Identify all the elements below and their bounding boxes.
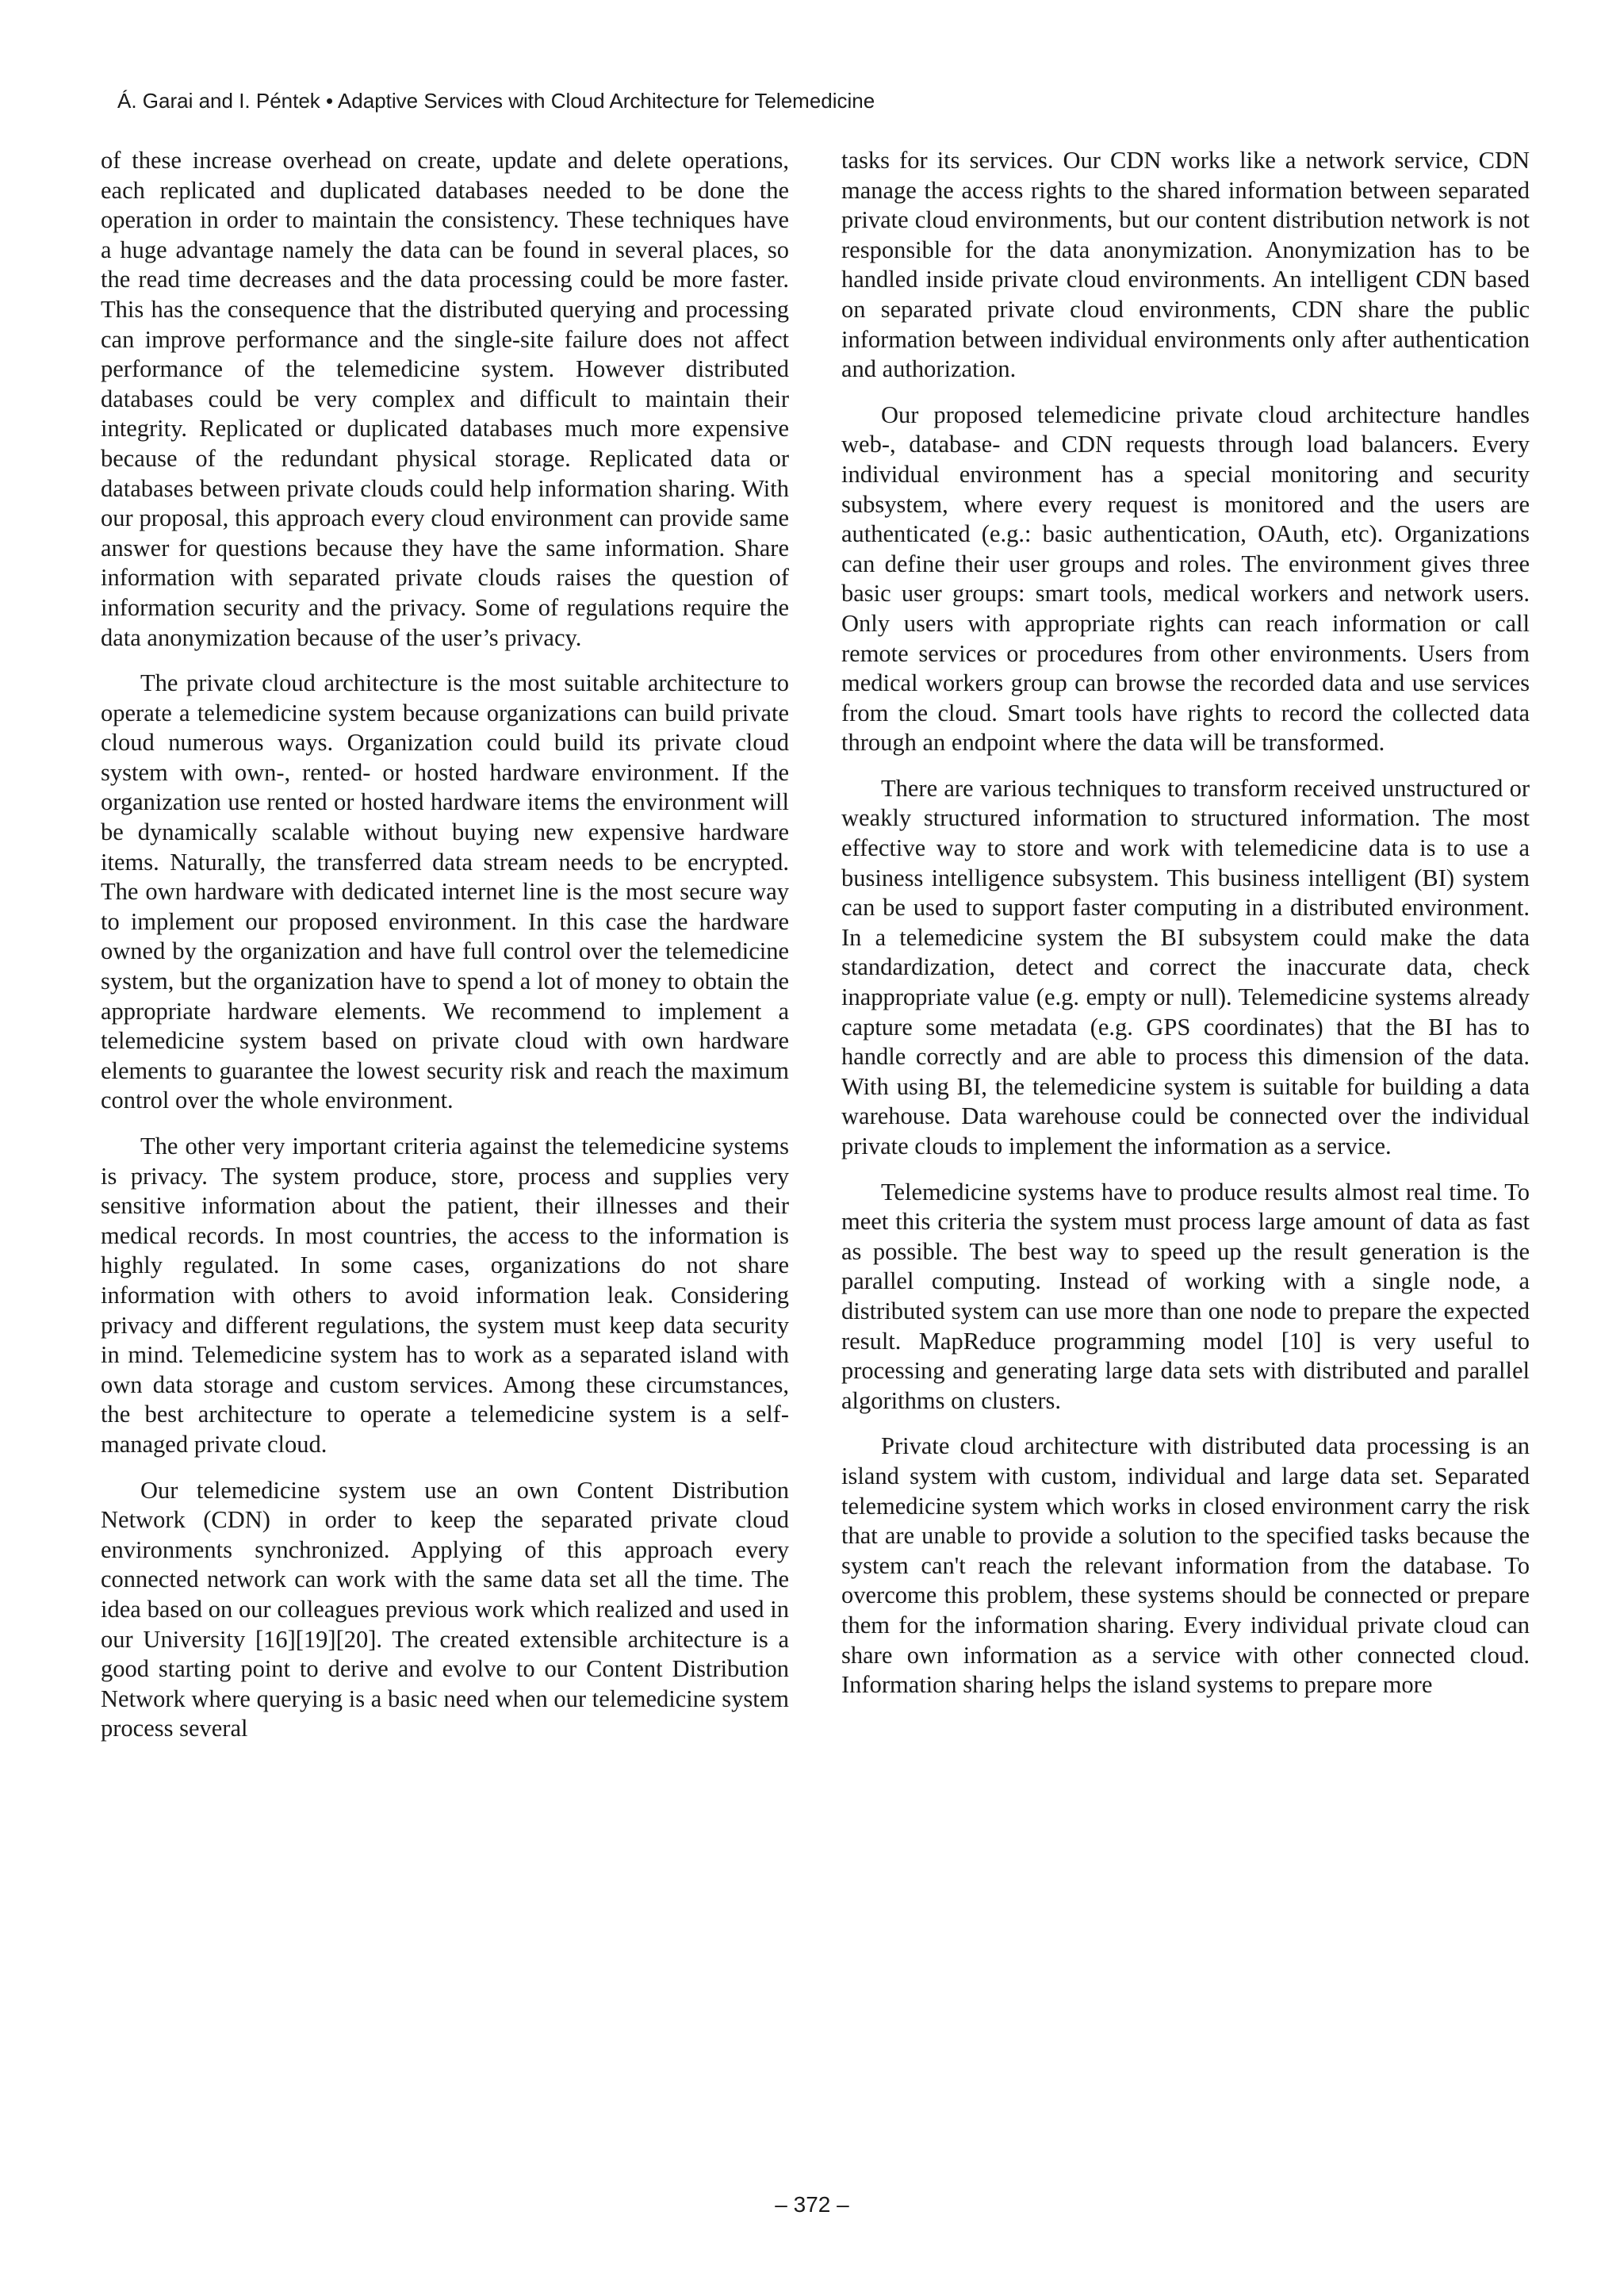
paragraph-left-3: The other very important criteria against the telemedicine systems is privacy. The system produce, store, process and supplies very sensitive information about the patient, their illnesses and their medical records. In most countries, the access to the information is highly regulated. In some cases, organizations do not share information with others to avoid information leak. Considering privacy and different regulations, the system must keep data security in mind. Telemedicine system has to work as a separated island with own data storage and custom services. Among these circumstances, the best architecture to operate a telemedicine system is a self-managed private cloud.: [101, 1133, 789, 1458]
right-column: [841, 146, 1530, 1716]
paragraph-left-1: of these increase overhead on create, update and delete operations, each replicated and duplicated databases needed to be done the operation in order to maintain the consistency. These techniques have a huge advantage namely the data can be found in several places, so the read time decreases and the data processing could be more faster. This has the consequence that the distributed querying and processing can improve performance and the single-site failure does not affect performance of the telemedicine system. However distributed databases could be very complex and difficult to maintain their integrity. Replicated or duplicated databases much more expensive because of the redundant physical storage. Replicated data or databases between private clouds could help information sharing. With our proposal, this approach every cloud environment can provide same answer for questions because they have the same information. Share information with separated private clouds raises the question of information security and the privacy. Some of regulations require the data anonymization because of the user’s privacy.: [101, 147, 789, 651]
paragraph-right-2: Our proposed telemedicine private cloud architecture handles web-, database- and CDN requests through load balancers. Every individual environment has a special monitoring and security subsystem, where every request is monitored and the users are authenticated (e.g.: basic authentication, OAuth, etc). Organizations can define their user groups and roles. The environment gives three basic user groups: smart tools, medical workers and network users. Only users with appropriate rights can reach information or call remote services or procedures from other environments. Users from medical workers group can browse the recorded data and use services from the cloud. Smart tools have rights to record the collected data through an endpoint where the data will be transformed.: [841, 401, 1530, 757]
paragraph-right-5: Private cloud architecture with distributed data processing is an island system with custom, individual and large data set. Separated telemedicine system which works in closed environment carry the risk that are unable to provide a solution to the specified tasks because the system can't reach the relevant information from the database. To overcome this problem, these systems should be connected or prepare them for the information sharing. Every individual private cloud can share own information as a service with other connected cloud. Information sharing helps the island systems to prepare more: [841, 1432, 1530, 1699]
paragraph-right-4: Telemedicine systems have to produce results almost real time. To meet this criteria the system must process large amount of data as fast as possible. The best way to speed up the result generation is the parallel computing. Instead of working with a single node, a distributed system can use more than one node to prepare the expected result. MapReduce programming model [10] is very useful to processing and generating large data sets with distributed and parallel algorithms on clusters.: [841, 1178, 1530, 1414]
running-header: Á. Garai and I. Péntek • Adaptive Services with Cloud Architecture for Telemedicine: [117, 89, 875, 113]
paragraph-right-3: There are various techniques to transform received unstructured or weakly structured information to structured information. The most effective way to store and work with telemedicine data is to use a business intelligence subsystem. This business intelligent (BI) system can be used to support faster computing in a distributed environment. In a telemedicine system the BI subsystem could make the data standardization, detect and correct the inaccurate data, check inappropriate value (e.g. empty or null). Telemedicine systems already capture some metadata (e.g. GPS coordinates) that the BI has to handle correctly and are able to process this dimension of the data. With using BI, the telemedicine system is suitable for building a data warehouse. Data warehouse could be connected over the individual private clouds to implement the information as a service.: [841, 774, 1530, 1159]
page-number: – 372 –: [775, 2192, 849, 2217]
paragraph-right-1: tasks for its services. Our CDN works like a network service, CDN manage the access rights to the shared information between separated private cloud environments, but our content distribution network is not responsible for the data anonymization. Anonymization has to be handled inside private cloud environments. An intelligent CDN based on separated private cloud environments, CDN share the public information between individual environments only after authentication and authorization.: [841, 147, 1530, 383]
paragraph-left-4: Our telemedicine system use an own Content Distribution Network (CDN) in order to keep the separated private cloud environments synchronized. Applying of this approach every connected network can work with the same data set all the time. The idea based on our colleagues previous work which realized and used in our University [16][19][20]. The created extensible architecture is a good starting point to derive and evolve to our Content Distribution Network where querying is a basic need when our telemedicine system process several: [101, 1476, 789, 1742]
paragraph-left-2: The private cloud architecture is the most suitable architecture to operate a telemedicine system because organizations can build private cloud numerous ways. Organization could build its private cloud system with own-, rented- or hosted hardware environment. If the organization use rented or hosted hardware items the environment will be dynamically scalable without buying new expensive hardware items. Naturally, the transferred data stream needs to be encrypted. The own hardware with dedicated internet line is the most secure way to implement our proposed environment. In this case the hardware owned by the organization and have full control over the telemedicine system, but the organization have to spend a lot of money to obtain the appropriate hardware elements. We recommend to implement a telemedicine system based on private cloud with own hardware elements to guarantee the lowest security risk and reach the maximum control over the whole environment.: [101, 669, 789, 1114]
left-column: [101, 146, 789, 1760]
